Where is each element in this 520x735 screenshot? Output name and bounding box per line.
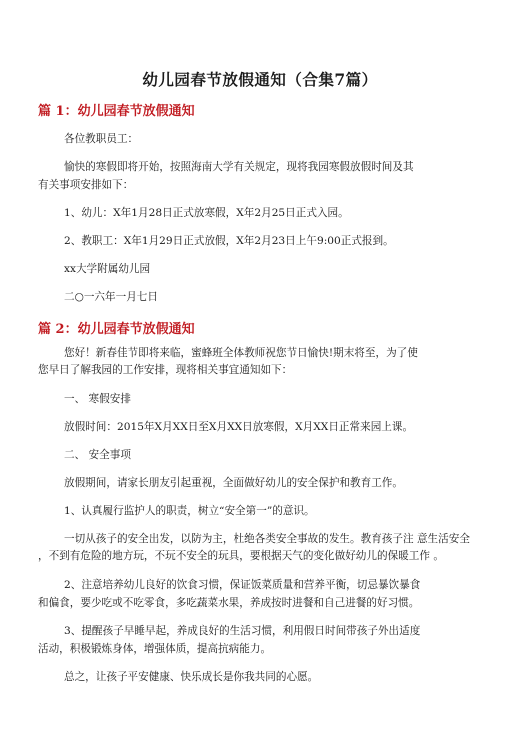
section2-intro-line2: 您早日了解我园的工作安排，现将相关事宜通知如下： xyxy=(38,364,293,376)
section1-greeting: 各位教职员工： xyxy=(64,133,139,145)
section2-safety-intro: 放假期间，请家长朋友引起重视，全面做好幼儿的安全保护和教育工作。 xyxy=(64,477,403,489)
section2-holiday-time: 放假时间：2015年X月XX日至X月XX日放寒假，X月XX日正常来园上课。 xyxy=(64,421,414,433)
section1-heading: 篇 1：幼儿园春节放假通知 xyxy=(38,104,195,119)
section1-intro-line1: 愉快的寒假即将开始，按照海南大学有关规定，现将我园寒假放假时间及其 xyxy=(64,161,414,173)
section1-intro-line2: 有关事项安排如下： xyxy=(38,179,134,191)
section1-date: 二○一六年一月七日 xyxy=(64,291,158,303)
section2-closing: 总之，让孩子平安健康、快乐成长是你我共同的心愿。 xyxy=(64,671,319,683)
section2-point1-detail-line1: 一切从孩子的安全出发，以防为主，杜绝各类安全事故的发生。教育孩子注 意生活安全 xyxy=(64,533,470,545)
section1-item2: 2、教职工：X年1月29日正式放假，X年2月23日上午9:00正式报到。 xyxy=(64,235,394,247)
section1-item1: 1、幼儿：X年1月28日正式放寒假，X年2月25日正式入园。 xyxy=(64,207,349,219)
section2-point3-line2: 活动，积极锻炼身体，增强体质，提高抗病能力。 xyxy=(38,643,272,655)
section1-signature: xx大学附属幼儿园 xyxy=(64,263,151,275)
section2-point1: 1、认真履行监护人的职责，树立“安全第一”的意识。 xyxy=(64,505,315,517)
section2-heading: 篇 2：幼儿园春节放假通知 xyxy=(38,322,195,337)
section2-point3-line1: 3、提醒孩子早睡早起，养成良好的生活习惯，利用假日时间带孩子外出适度 xyxy=(64,625,421,637)
section2-point2-line1: 2、注意培养幼儿良好的饮食习惯，保证饭菜质量和营养平衡，切忌暴饮暴食 xyxy=(64,579,421,591)
page-title: 幼儿园春节放假通知（合集7篇） xyxy=(142,70,378,89)
section2-point1-detail-line2: ，不到有危险的地方玩，不玩不安全的玩具，要根据天气的变化做好幼儿的保暖工作 。 xyxy=(38,550,444,562)
section2-intro-line1: 您好！新春佳节即将来临，蜜蜂班全体教师祝您节日愉快!期末将至，为了使 xyxy=(64,347,418,359)
section2-sub1: 一、 寒假安排 xyxy=(64,393,131,405)
section2-sub2: 二、 安全事项 xyxy=(64,449,131,461)
section2-point2-line2: 和偏食，要少吃或不吃零食，多吃蔬菜水果，养成按时进餐和自己进餐的好习惯。 xyxy=(38,597,420,609)
